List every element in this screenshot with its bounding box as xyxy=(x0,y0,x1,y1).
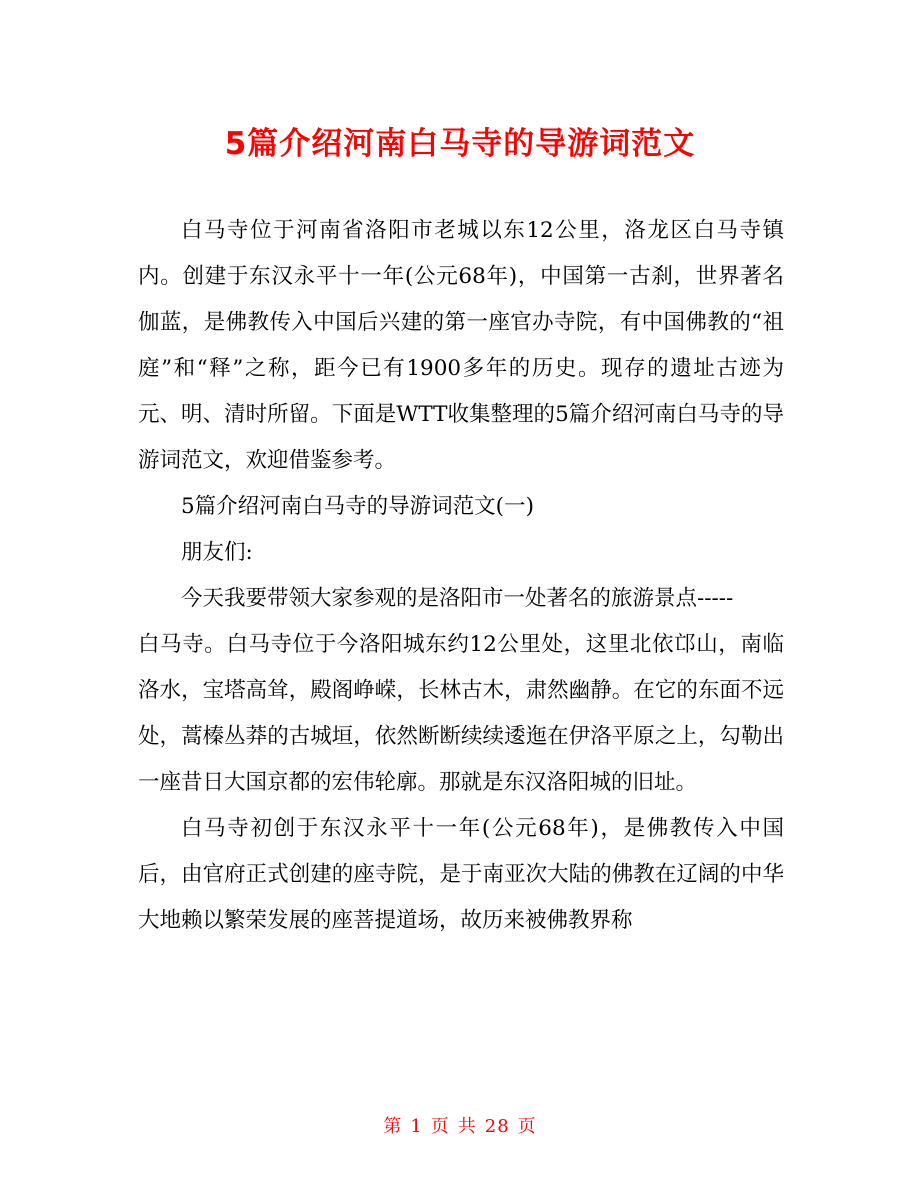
footer-page-word: 页 xyxy=(430,1116,450,1137)
footer-total-prefix: 共 xyxy=(457,1116,477,1137)
footer-current-page: 1 xyxy=(410,1116,423,1137)
footer-total-pages: 28 xyxy=(484,1116,510,1137)
section-heading: 5篇介绍河南白马寺的导游词范文(一) xyxy=(181,494,534,519)
document-body xyxy=(138,208,784,944)
document-title: 5篇介绍河南白马寺的导游词范文 xyxy=(224,126,696,162)
intro-paragraph: 白马寺位于河南省洛阳市老城以东12公里，洛龙区白马寺镇内。创建于东汉永平十一年(公元68年)，中国第一古刹，世界著名伽蓝，是佛教传入中国后兴建的第一座官办寺院，有中国佛教的“祖庭”和“释”之称，距今已有1900多年的历史。现存的遗址古迹为元、明、清时所留。下面是WTT收集整理的5篇介绍河南白马寺的导游词范文，欢迎借鉴参考。 xyxy=(138,218,784,473)
page-footer xyxy=(0,1112,920,1138)
body-paragraph-1: 今天我要带领大家参观的是洛阳市一处著名的旅游景点----- xyxy=(181,586,734,611)
body-paragraph-3: 白马寺初创于东汉永平十一年(公元68年)，是佛教传入中国后，由官府正式创建的座寺院，是于南亚次大陆的佛教在辽阔的中华大地赖以繁荣发展的座菩提道场，故历来被佛教界称 xyxy=(138,816,784,933)
footer-prefix: 第 xyxy=(383,1116,403,1137)
greeting-paragraph: 朋友们: xyxy=(181,540,253,565)
body-paragraph-2: 白马寺。白马寺位于今洛阳城东约12公里处，这里北依邙山，南临洛水，宝塔高耸，殿阁峥嵘，长林古木，肃然幽静。在它的东面不远处，蒿榛丛莽的古城垣，依然断断续续逶迤在伊洛平原之上，勾勒出一座昔日大国京都的宏伟轮廓。那就是东汉洛阳城的旧址。 xyxy=(138,632,784,795)
footer-suffix: 页 xyxy=(517,1116,537,1137)
